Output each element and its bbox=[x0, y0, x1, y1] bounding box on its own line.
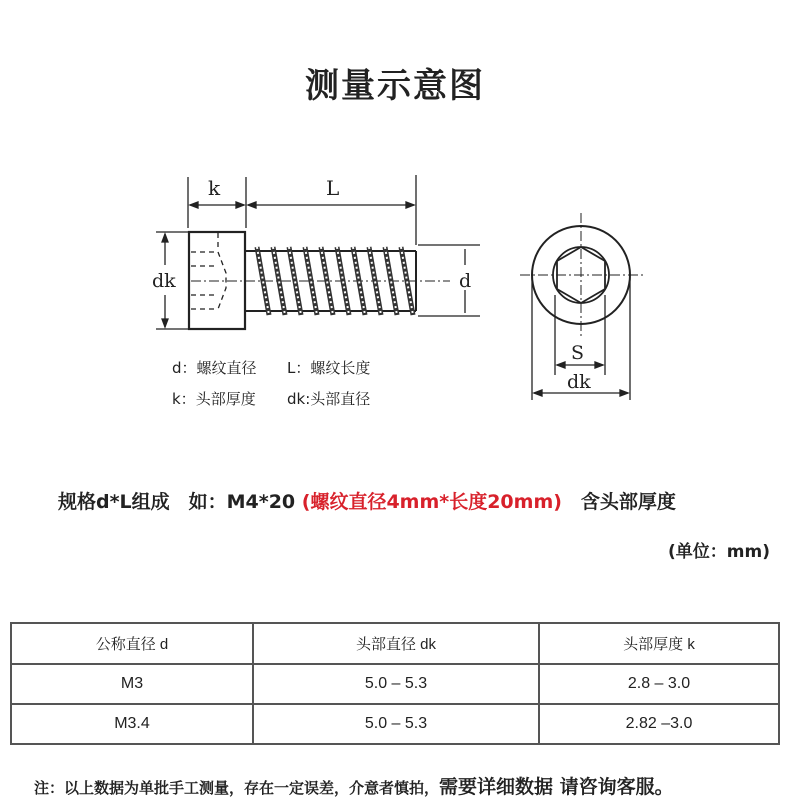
label-s: S bbox=[571, 342, 585, 364]
screw-side-view-diagram bbox=[150, 165, 480, 335]
dimension-table bbox=[10, 622, 780, 745]
cell-k: 2.8 – 3.0 bbox=[539, 664, 779, 704]
unit-label: (单位：mm) bbox=[668, 542, 770, 562]
label-L: L bbox=[326, 176, 340, 200]
label-k: k bbox=[208, 176, 221, 200]
table-header-row bbox=[11, 623, 779, 664]
cell-size: M3.4 bbox=[11, 704, 253, 744]
note-text: 注：以上数据为单批手工测量，存在一定误差，介意者慎拍， bbox=[34, 779, 440, 797]
legend-d: d：螺纹直径 bbox=[172, 359, 257, 377]
cell-k: 2.82 –3.0 bbox=[539, 704, 779, 744]
cell-dk: 5.0 – 5.3 bbox=[253, 704, 539, 744]
table-row bbox=[11, 664, 779, 704]
footnote bbox=[34, 772, 674, 799]
label-dk-end: dk bbox=[567, 371, 591, 393]
screw-end-view-diagram bbox=[505, 205, 645, 400]
label-dk: dk bbox=[152, 270, 176, 292]
spec-prefix: 规格d*L组成 如：M4*20 bbox=[58, 491, 302, 513]
cell-size: M3 bbox=[11, 664, 253, 704]
label-d: d bbox=[459, 270, 472, 292]
spec-highlight: (螺纹直径4mm*长度20mm) bbox=[301, 491, 562, 513]
table-row bbox=[11, 704, 779, 744]
header-head-diameter: 头部直径 dk bbox=[253, 623, 539, 664]
legend-L: L：螺纹长度 bbox=[287, 359, 371, 377]
spec-suffix: 含头部厚度 bbox=[561, 491, 676, 513]
header-head-thickness: 头部厚度 k bbox=[539, 623, 779, 664]
legend-k: k：头部厚度 bbox=[172, 390, 256, 408]
spec-description bbox=[58, 487, 676, 514]
page-title: 测量示意图 bbox=[305, 66, 485, 106]
note-emphasis: 需要详细数据 请咨询客服。 bbox=[439, 776, 674, 798]
cell-dk: 5.0 – 5.3 bbox=[253, 664, 539, 704]
legend-dk: dk:头部直径 bbox=[287, 390, 371, 408]
header-nominal-diameter: 公称直径 d bbox=[11, 623, 253, 664]
